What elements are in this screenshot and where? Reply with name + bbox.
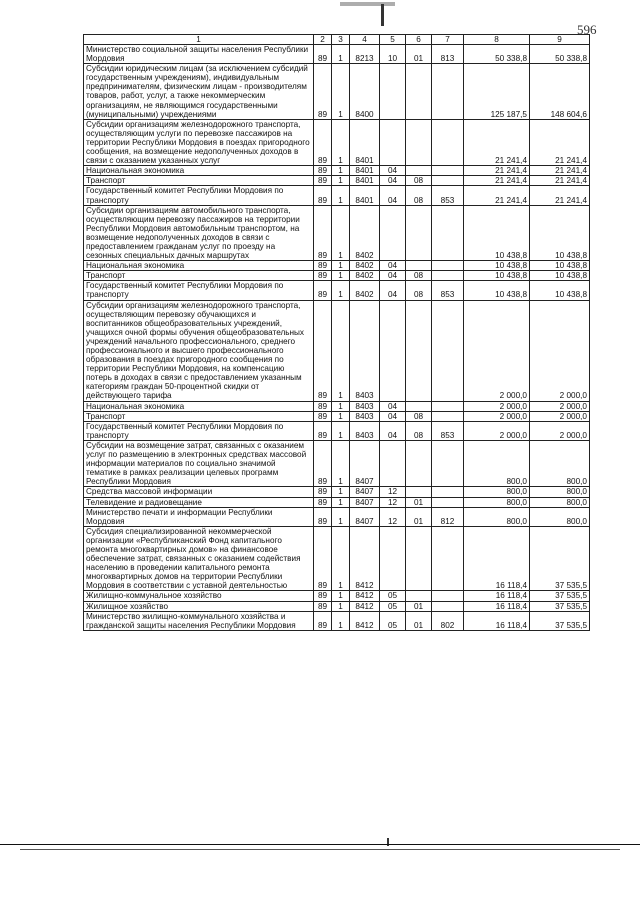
row-amount-9: 10 438,8: [530, 281, 590, 300]
row-code-3: 1: [332, 591, 350, 601]
row-name: Транспорт: [84, 411, 314, 421]
row-code-2: 89: [314, 611, 332, 630]
table-row: [84, 411, 590, 421]
row-section: 12: [380, 507, 406, 526]
row-section: 05: [380, 601, 406, 611]
row-subsection: 08: [406, 271, 432, 281]
scan-artifact-stem: [381, 4, 384, 26]
row-ministry: [432, 300, 464, 401]
row-section: 04: [380, 186, 406, 205]
row-amount-8: 10 438,8: [464, 261, 530, 271]
row-section: 04: [380, 411, 406, 421]
row-subsection: [406, 401, 432, 411]
row-code-3: 1: [332, 261, 350, 271]
row-code-3: 1: [332, 205, 350, 261]
row-code-4: 8401: [350, 176, 380, 186]
row-code-4: 8402: [350, 205, 380, 261]
table-row: [84, 300, 590, 401]
row-amount-9: 800,0: [530, 440, 590, 486]
row-code-2: 89: [314, 300, 332, 401]
row-code-2: 89: [314, 401, 332, 411]
row-subsection: 08: [406, 411, 432, 421]
row-amount-9: 21 241,4: [530, 186, 590, 205]
row-amount-8: 16 118,4: [464, 591, 530, 601]
row-code-4: 8402: [350, 271, 380, 281]
row-code-2: 89: [314, 261, 332, 271]
row-name: Государственный комитет Республики Мордовия по транспорту: [84, 421, 314, 440]
row-subsection: 01: [406, 45, 432, 64]
row-ministry: [432, 440, 464, 486]
header-col-6: 6: [406, 35, 432, 45]
row-code-3: 1: [332, 411, 350, 421]
row-amount-8: 800,0: [464, 507, 530, 526]
table-row: [84, 497, 590, 507]
row-amount-8: 2 000,0: [464, 411, 530, 421]
row-name: Транспорт: [84, 176, 314, 186]
row-amount-8: 16 118,4: [464, 611, 530, 630]
row-amount-8: 10 438,8: [464, 271, 530, 281]
table-row: [84, 261, 590, 271]
row-code-2: 89: [314, 411, 332, 421]
row-amount-9: 2 000,0: [530, 300, 590, 401]
row-amount-9: 50 338,8: [530, 45, 590, 64]
row-code-2: 89: [314, 526, 332, 591]
header-col-4: 4: [350, 35, 380, 45]
row-amount-9: 2 000,0: [530, 411, 590, 421]
table-row: [84, 591, 590, 601]
row-code-3: 1: [332, 401, 350, 411]
row-code-2: 89: [314, 507, 332, 526]
row-code-4: 8402: [350, 261, 380, 271]
row-code-2: 89: [314, 440, 332, 486]
row-amount-8: 125 187,5: [464, 64, 530, 120]
row-amount-8: 21 241,4: [464, 176, 530, 186]
row-amount-9: 37 535,5: [530, 611, 590, 630]
row-amount-9: 21 241,4: [530, 119, 590, 165]
row-name: Национальная экономика: [84, 261, 314, 271]
row-code-4: 8213: [350, 45, 380, 64]
row-amount-9: 10 438,8: [530, 261, 590, 271]
row-code-4: 8412: [350, 611, 380, 630]
row-amount-9: 10 438,8: [530, 205, 590, 261]
table-row: [84, 271, 590, 281]
row-section: [380, 440, 406, 486]
row-ministry: [432, 401, 464, 411]
table-row: [84, 45, 590, 64]
row-name: Министерство социальной защиты населения Республики Мордовия: [84, 45, 314, 64]
row-amount-9: 37 535,5: [530, 601, 590, 611]
row-amount-9: 10 438,8: [530, 271, 590, 281]
row-section: 10: [380, 45, 406, 64]
row-ministry: [432, 526, 464, 591]
row-ministry: 812: [432, 507, 464, 526]
row-ministry: [432, 487, 464, 497]
row-section: [380, 300, 406, 401]
row-code-2: 89: [314, 176, 332, 186]
row-name: Национальная экономика: [84, 166, 314, 176]
row-section: [380, 119, 406, 165]
row-code-3: 1: [332, 497, 350, 507]
row-ministry: 853: [432, 421, 464, 440]
row-ministry: [432, 205, 464, 261]
row-name: Субсидии на возмещение затрат, связанных с оказанием услуг по размещению в электронных средствах массовой информации материалов по социально значимой тематике в рамках реализации целевых программ Республики Мордовия: [84, 440, 314, 486]
header-col-1: 1: [84, 35, 314, 45]
row-name: Субсидии юридическим лицам (за исключением субсидий государственным учреждениям), индивидуальным предпринимателям, физическим лицам - производителям товаров, работ, услуг, а также некоммерческим организациям, не являющимся государственными (муниципальными) учреждениями: [84, 64, 314, 120]
row-code-3: 1: [332, 271, 350, 281]
row-code-2: 89: [314, 205, 332, 261]
row-name: Жилищное хозяйство: [84, 601, 314, 611]
table-row: [84, 507, 590, 526]
row-amount-9: 800,0: [530, 487, 590, 497]
row-amount-9: 2 000,0: [530, 421, 590, 440]
row-amount-8: 50 338,8: [464, 45, 530, 64]
row-ministry: 853: [432, 186, 464, 205]
header-col-9: 9: [530, 35, 590, 45]
table-row: [84, 401, 590, 411]
row-name: Министерство жилищно-коммунального хозяйства и гражданской защиты населения Республики Мордовия: [84, 611, 314, 630]
table-row: [84, 281, 590, 300]
table-row: [84, 611, 590, 630]
row-name: Национальная экономика: [84, 401, 314, 411]
row-ministry: 802: [432, 611, 464, 630]
row-code-2: 89: [314, 166, 332, 176]
row-subsection: [406, 300, 432, 401]
row-code-3: 1: [332, 176, 350, 186]
row-section: 12: [380, 487, 406, 497]
row-name: Телевидение и радиовещание: [84, 497, 314, 507]
row-code-3: 1: [332, 421, 350, 440]
row-code-3: 1: [332, 526, 350, 591]
row-code-2: 89: [314, 601, 332, 611]
row-section: [380, 64, 406, 120]
row-amount-8: 800,0: [464, 487, 530, 497]
row-code-3: 1: [332, 166, 350, 176]
row-section: [380, 205, 406, 261]
row-section: 04: [380, 261, 406, 271]
header-col-3: 3: [332, 35, 350, 45]
row-subsection: [406, 487, 432, 497]
row-code-4: 8412: [350, 591, 380, 601]
header-col-5: 5: [380, 35, 406, 45]
table-row: [84, 205, 590, 261]
row-subsection: 01: [406, 507, 432, 526]
row-code-4: 8400: [350, 64, 380, 120]
row-ministry: 853: [432, 281, 464, 300]
row-ministry: [432, 119, 464, 165]
row-name: Жилищно-коммунальное хозяйство: [84, 591, 314, 601]
row-code-3: 1: [332, 601, 350, 611]
row-code-3: 1: [332, 186, 350, 205]
table-row: [84, 440, 590, 486]
row-section: [380, 526, 406, 591]
row-code-4: 8407: [350, 497, 380, 507]
row-section: 04: [380, 401, 406, 411]
row-amount-8: 16 118,4: [464, 601, 530, 611]
row-amount-8: 800,0: [464, 497, 530, 507]
table-row: [84, 421, 590, 440]
row-code-4: 8402: [350, 281, 380, 300]
page-bottom-rule: [0, 844, 640, 845]
table-row: [84, 526, 590, 591]
table-row: [84, 487, 590, 497]
row-subsection: [406, 166, 432, 176]
row-section: 04: [380, 421, 406, 440]
row-amount-8: 2 000,0: [464, 300, 530, 401]
row-code-4: 8407: [350, 507, 380, 526]
row-subsection: 01: [406, 611, 432, 630]
row-code-2: 89: [314, 271, 332, 281]
row-amount-8: 21 241,4: [464, 119, 530, 165]
row-ministry: [432, 591, 464, 601]
row-code-3: 1: [332, 440, 350, 486]
row-subsection: [406, 440, 432, 486]
row-code-3: 1: [332, 45, 350, 64]
row-name: Транспорт: [84, 271, 314, 281]
table-row: [84, 601, 590, 611]
page-bottom-rule-secondary: [20, 849, 620, 850]
table-row: [84, 64, 590, 120]
row-amount-8: 16 118,4: [464, 526, 530, 591]
budget-table: [83, 34, 590, 631]
row-ministry: [432, 166, 464, 176]
row-code-2: 89: [314, 186, 332, 205]
row-subsection: [406, 591, 432, 601]
row-section: 04: [380, 176, 406, 186]
row-amount-9: 800,0: [530, 507, 590, 526]
row-code-3: 1: [332, 300, 350, 401]
table-body: [84, 45, 590, 631]
row-subsection: 01: [406, 601, 432, 611]
row-ministry: [432, 601, 464, 611]
row-amount-8: 800,0: [464, 440, 530, 486]
row-amount-9: 37 535,5: [530, 526, 590, 591]
row-code-4: 8407: [350, 440, 380, 486]
row-subsection: 08: [406, 176, 432, 186]
page-number: 596: [577, 22, 597, 37]
header-col-8: 8: [464, 35, 530, 45]
row-section: 12: [380, 497, 406, 507]
row-amount-8: 10 438,8: [464, 205, 530, 261]
row-ministry: [432, 261, 464, 271]
table-row: [84, 186, 590, 205]
row-amount-8: 21 241,4: [464, 186, 530, 205]
row-subsection: 08: [406, 281, 432, 300]
header-col-7: 7: [432, 35, 464, 45]
row-ministry: [432, 271, 464, 281]
row-name: Государственный комитет Республики Мордовия по транспорту: [84, 186, 314, 205]
row-code-3: 1: [332, 119, 350, 165]
row-code-2: 89: [314, 487, 332, 497]
row-section: 05: [380, 611, 406, 630]
row-name: Государственный комитет Республики Мордовия по транспорту: [84, 281, 314, 300]
scan-artifact-top: [340, 2, 395, 6]
row-code-4: 8412: [350, 601, 380, 611]
row-subsection: 08: [406, 186, 432, 205]
row-ministry: [432, 497, 464, 507]
row-subsection: [406, 205, 432, 261]
row-code-3: 1: [332, 487, 350, 497]
row-name: Средства массовой информации: [84, 487, 314, 497]
row-name: Министерство печати и информации Республики Мордовия: [84, 507, 314, 526]
row-amount-8: 2 000,0: [464, 421, 530, 440]
table-row: [84, 119, 590, 165]
header-col-2: 2: [314, 35, 332, 45]
row-code-4: 8403: [350, 300, 380, 401]
row-name: Субсидии организациям железнодорожного транспорта, осуществляющим перевозку обучающихся и воспитанников общеобразовательных учреждений, учащихся очной формы обучения общеобразовательных учреждений начального профессионального, среднего профессионального и высшего профессионального образования в поездах пригородного сообщения по территории Республики Мордовия, на компенсацию потерь в доходах в связи с предоставлением указанным категориям граждан 50-процентной скидки от действующего тарифа: [84, 300, 314, 401]
row-amount-9: 21 241,4: [530, 176, 590, 186]
row-code-2: 89: [314, 497, 332, 507]
row-subsection: [406, 119, 432, 165]
row-section: 04: [380, 281, 406, 300]
table-row: [84, 166, 590, 176]
row-code-3: 1: [332, 64, 350, 120]
row-amount-9: 800,0: [530, 497, 590, 507]
row-subsection: 01: [406, 497, 432, 507]
table-header-row: [84, 35, 590, 45]
row-amount-8: 21 241,4: [464, 166, 530, 176]
row-subsection: [406, 526, 432, 591]
row-code-2: 89: [314, 64, 332, 120]
row-name: Субсидия специализированной некоммерческой организации «Республиканский Фонд капитального ремонта многоквартирных домов» на финансовое обеспечение затрат, связанных с оказанием содействия населению в проведении капитального ремонта многоквартирных домов на территории Республики Мордовия в соответствии с уставной деятельностью: [84, 526, 314, 591]
row-section: 04: [380, 271, 406, 281]
row-amount-9: 2 000,0: [530, 401, 590, 411]
row-ministry: [432, 64, 464, 120]
row-ministry: [432, 411, 464, 421]
row-code-4: 8401: [350, 166, 380, 176]
row-code-2: 89: [314, 45, 332, 64]
row-subsection: 08: [406, 421, 432, 440]
row-code-2: 89: [314, 421, 332, 440]
row-code-4: 8403: [350, 401, 380, 411]
row-amount-8: 10 438,8: [464, 281, 530, 300]
row-code-3: 1: [332, 507, 350, 526]
row-name: Субсидии организациям автомобильного транспорта, осуществляющим перевозку пассажиров на территории Республики Мордовия автомобильным транспортом, на возмещение недополученных доходов в связи с предоставлением гражданам услуг по проезду на сезонных специальных дачных маршрутах: [84, 205, 314, 261]
row-amount-9: 21 241,4: [530, 166, 590, 176]
row-code-2: 89: [314, 281, 332, 300]
row-amount-8: 2 000,0: [464, 401, 530, 411]
row-code-4: 8403: [350, 421, 380, 440]
row-amount-9: 148 604,6: [530, 64, 590, 120]
row-subsection: [406, 261, 432, 271]
row-code-3: 1: [332, 281, 350, 300]
row-amount-9: 37 535,5: [530, 591, 590, 601]
row-subsection: [406, 64, 432, 120]
row-code-4: 8407: [350, 487, 380, 497]
row-code-4: 8403: [350, 411, 380, 421]
table-row: [84, 176, 590, 186]
row-code-4: 8401: [350, 186, 380, 205]
row-code-3: 1: [332, 611, 350, 630]
row-code-2: 89: [314, 119, 332, 165]
row-name: Субсидии организациям железнодорожного транспорта, осуществляющим услуги по перевозке пассажиров на территории Республики Мордовия в поездах пригородного сообщения, на возмещение недополученных доходов в связи с оказанием указанных услуг: [84, 119, 314, 165]
row-code-4: 8401: [350, 119, 380, 165]
row-code-2: 89: [314, 591, 332, 601]
row-ministry: 813: [432, 45, 464, 64]
row-ministry: [432, 176, 464, 186]
row-section: 04: [380, 166, 406, 176]
row-code-4: 8412: [350, 526, 380, 591]
row-section: 05: [380, 591, 406, 601]
